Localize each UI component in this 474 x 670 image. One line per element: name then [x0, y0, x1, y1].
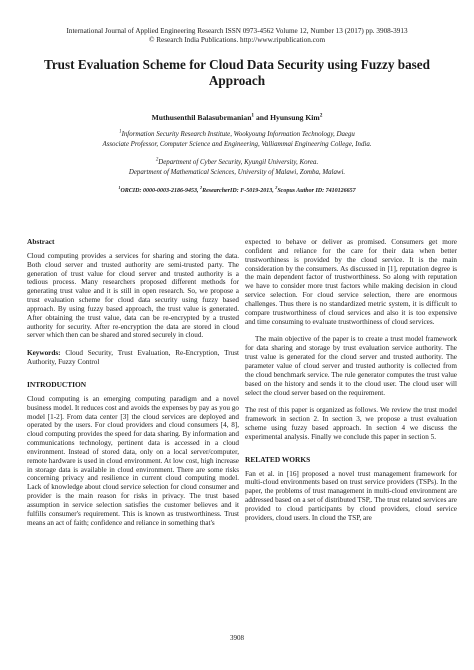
related-works-text: Fan et al. in [16] proposed a novel trust management framework for multi-cloud environments based on trust service providers (TSPs). In the paper, the problems of trust management in multi-cloud environment are addressed based on a set of distributed TSP,. The trust related services are provided to cloud participants by cloud providers, cloud service providers, cloud users. In cloud the TSP, are	[245, 469, 457, 522]
publisher-line: © Research India Publications. http://www.ripublication.com	[148, 36, 326, 44]
keywords-label: Keywords:	[27, 349, 61, 358]
paper-title: Trust Evaluation Scheme for Cloud Data Security using Fuzzy based Approach	[44, 57, 430, 88]
journal-header	[20, 27, 454, 45]
affiliation-line: Information Security Research Institute, Wookyoung Information Technology, Daegu	[121, 131, 355, 138]
introduction-heading: INTRODUCTION	[27, 379, 87, 389]
author-connector: and	[254, 113, 271, 122]
author-name: Muthusenthil Balasubrmanian	[151, 113, 252, 122]
body-paragraph: expected to behave or deliver as promised. Consumers get more confident and reliance for the care for their data when better trustworthiness is provided by the cloud service. It is the main consideration by the consumers. As discussed in [1], reputation degree is the main dependent factor of trustworthiness. So along with reputation we have to consider more trust factors while making decision in cloud service selection. For cloud service selection, there are enormous challenges. Thus there is no standardized metric system, it is difficult to compare trustworthiness of cloud services and also it is too expensive and time consuming to evaluate trustworthiness of cloud services.	[245, 238, 457, 326]
affiliation-line: Department of Mathematical Sciences, University of Malawi, Zomba, Malawi.	[128, 168, 346, 176]
author-affiliation-mark: 1	[251, 112, 255, 119]
introduction-text: Cloud computing is an emerging computing paradigm and a novel business model. It reduces cost and avoids the expenses by pay as you go model [1-2]. From data center [3] the cloud services are deployed and operated by the users. For cloud providers and cloud consumers [4, 8], cloud computing provides the speed for data sharing. By information and communications technology, pertinent data is accessed in a cloud environment. Instead of stored data, only on a local server/computer, remote hardware is used in cloud environment. At low cost, high increase in storage data is available in cloud environment. There are some risks concerning privacy and resilience in current cloud computing model. Lack of knowledge about cloud service selection for cloud consumer and provider is the main reason for risks in privacy. The trust based assumption in service selection satisfies the customer believes and it fulfills consumer's requirement. This is known as trustworthiness. Trust means an act of faith; confidence and reliance in something that's	[27, 394, 239, 527]
identifier-mark: 2	[275, 185, 278, 190]
affiliation-mark: 1	[119, 129, 122, 135]
researcher-id: ResearcherID: F-5019-2013,	[202, 188, 276, 194]
right-column	[245, 238, 457, 523]
author-list	[20, 113, 454, 122]
affiliation-mark: 2	[155, 157, 159, 163]
related-works-heading: RELATED WORKS	[245, 454, 311, 464]
keywords-text: Cloud Security, Trust Evaluation, Re-Encryption, Trust Authority, Fuzzy Control	[27, 349, 239, 367]
orcid-id: ORCID: 0000-0003-2186-9453,	[120, 188, 200, 194]
abstract-text: Cloud computing provides a services for sharing and storing the data. Both cloud server and trusted authority are semi-trusted party. The generation of trust value for cloud server and trusted authority is a tedious process. Many researchers proposed different methods for generating trust value and it is still in open research. So, we propose a trust evaluation scheme for cloud data security using fuzzy based approach. By using fuzzy based approach, the trust value is generated. After obtaining the trust value, data can be re-encrypted by a trusted authority for security. After re-encryption the data are stored in cloud server which then can be shared and stored securely in cloud.	[27, 251, 239, 340]
journal-citation: International Journal of Applied Engineering Research ISSN 0973-4562 Volume 12, Number 13 (2017) pp. 3908-3913	[66, 27, 408, 35]
affiliation-2	[20, 158, 454, 177]
affiliation-1	[20, 130, 454, 149]
affiliation-line: Associate Professor, Computer Science and Engineering, Valliammai Engineering College, India.	[102, 140, 372, 148]
author-affiliation-mark: 2	[319, 112, 323, 119]
abstract-heading: Abstract	[27, 237, 55, 246]
scopus-id: Scopus Author ID: 7410126657	[277, 188, 356, 194]
body-paragraph: The main objective of the paper is to create a trust model framework for data sharing and storage by trust evaluation service authority. The trust value is generated for the cloud server and trusted authority. The parameter value of cloud server and trusted authority is collected from the cloud benchmark service. The rule generator computes the trust value based on the history and sends it to the cloud user. The cloud user will select the cloud server based on the requirement.	[245, 335, 457, 397]
identifier-mark: 2	[199, 185, 203, 190]
author-identifiers	[20, 185, 454, 194]
page-number: 3908	[230, 634, 244, 642]
keywords	[27, 349, 239, 367]
author-name: Hyunsung Kim	[270, 113, 320, 122]
identifier-mark: 1	[118, 185, 121, 190]
affiliation-line: Department of Cyber Security, Kyungil University, Korea.	[158, 159, 319, 166]
body-paragraph: The rest of this paper is organized as follows. We review the trust model framework in section 2. In section 3, we propose a trust evaluation scheme using fuzzy based approach. In section 4 we discuss the experimental analysis. Finally we conclude this paper in section 5.	[245, 406, 457, 441]
left-column	[27, 238, 239, 527]
